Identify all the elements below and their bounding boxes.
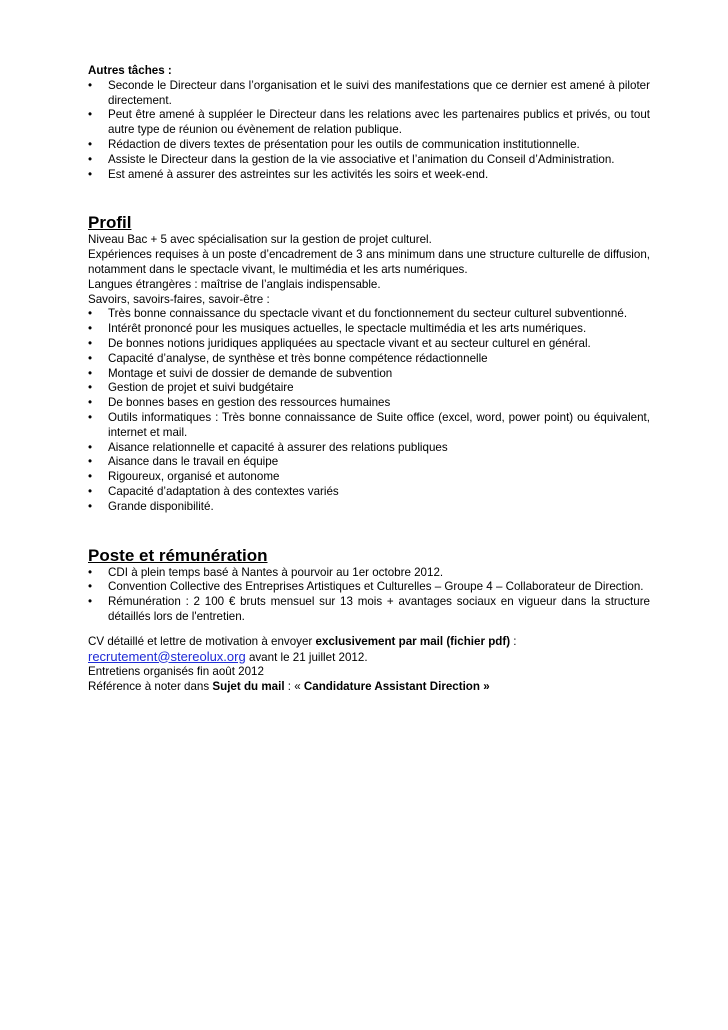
list-item: • Capacité d’analyse, de synthèse et très bonne compétence rédactionnelle [88, 352, 650, 367]
autres-taches-title: Autres tâches : [88, 64, 172, 77]
profil-niveau: Niveau Bac + 5 avec spécialisation sur la gestion de projet culturel. [88, 233, 432, 247]
list-item: • Grande disponibilité. [88, 500, 650, 515]
section-gap [88, 515, 650, 535]
list-item: • Aisance dans le travail en équipe [88, 455, 650, 470]
profil-list [88, 307, 650, 514]
ref-title: Candidature Assistant Direction » [303, 680, 490, 694]
cv-text: CV détaillé et lettre de motivation à envoyer [88, 634, 316, 648]
list-item: • Assiste le Directeur dans la gestion de la vie associative et l’animation du Conseil d’Administration. [88, 153, 650, 168]
list-item: • De bonnes notions juridiques appliquées au spectacle vivant et au secteur culturel en général. [88, 337, 650, 352]
ref-mid: : « [284, 680, 304, 694]
profil-savoirs: Savoirs, savoirs-faires, savoir-être : [88, 292, 270, 306]
profil-langues: Langues étrangères : maîtrise de l’anglais indispensable. [88, 277, 381, 291]
list-item: • Convention Collective des Entreprises Artistiques et Culturelles – Groupe 4 – Collaborateur de Direction. [88, 580, 650, 595]
section-gap [88, 182, 650, 202]
ref-text: Référence à noter dans [88, 680, 213, 694]
list-item: • Aisance relationnelle et capacité à assurer des relations publiques [88, 441, 650, 456]
autres-taches-list [88, 79, 650, 183]
list-item: • Intérêt prononcé pour les musiques actuelles, le spectacle multimédia et les arts numériques. [88, 322, 650, 337]
candidature-email-line [88, 650, 650, 666]
cv-method: exclusivement par mail (fichier pdf) [315, 634, 511, 648]
list-item: • Est amené à assurer des astreintes sur les activités les soirs et week-end. [88, 168, 650, 183]
list-item: • Outils informatiques : Très bonne connaissance de Suite office (excel, word, power point) ou équivalent, internet et mail. [88, 411, 650, 441]
list-item: • Très bonne connaissance du spectacle vivant et du fonctionnement du secteur culturel subventionné. [88, 307, 650, 322]
list-item: • Gestion de projet et suivi budgétaire [88, 381, 650, 396]
list-item: • Capacité d’adaptation à des contextes variés [88, 485, 650, 500]
candidature-cv-line [88, 635, 650, 650]
list-item: • Rémunération : 2 100 € bruts mensuel sur 13 mois + avantages sociaux en vigueur dans la structure détaillés lors de l'entretien. [88, 595, 650, 625]
list-item: • De bonnes bases en gestion des ressources humaines [88, 396, 650, 411]
list-item: • Rigoureux, organisé et autonome [88, 470, 650, 485]
list-item: • Rédaction de divers textes de présentation pour les outils de communication institutionnelle. [88, 138, 650, 153]
list-item: • CDI à plein temps basé à Nantes à pourvoir au 1er octobre 2012. [88, 566, 650, 581]
profil-heading: Profil [88, 213, 132, 233]
reference-line [88, 680, 650, 695]
list-item: • Montage et suivi de dossier de demande de subvention [88, 367, 650, 382]
list-item: • Peut être amené à suppléer le Directeur dans les relations avec les partenaires publics et privés, ou tout autre type de réunion ou évènement de relation publique. [88, 108, 650, 138]
section-gap [88, 625, 650, 635]
interviews-line: Entretiens organisés fin août 2012 [88, 665, 264, 679]
cv-colon: : [510, 634, 517, 648]
list-item: • Seconde le Directeur dans l’organisation et le suivi des manifestations que ce dernier est amené à piloter directement. [88, 79, 650, 109]
ref-subject: Sujet du mail [212, 680, 285, 694]
deadline-text: avant le 21 juillet 2012. [245, 650, 368, 664]
document-content [88, 64, 650, 695]
email-link[interactable]: recrutement@stereolux.org [88, 648, 246, 664]
poste-heading: Poste et rémunération [88, 545, 268, 565]
poste-list [88, 566, 650, 625]
profil-experiences: Expériences requises à un poste d’encadrement de 3 ans minimum dans une structure culturelle de diffusion, notamment dans le spectacle vivant, le multimédia et les arts numériques. [88, 248, 650, 276]
